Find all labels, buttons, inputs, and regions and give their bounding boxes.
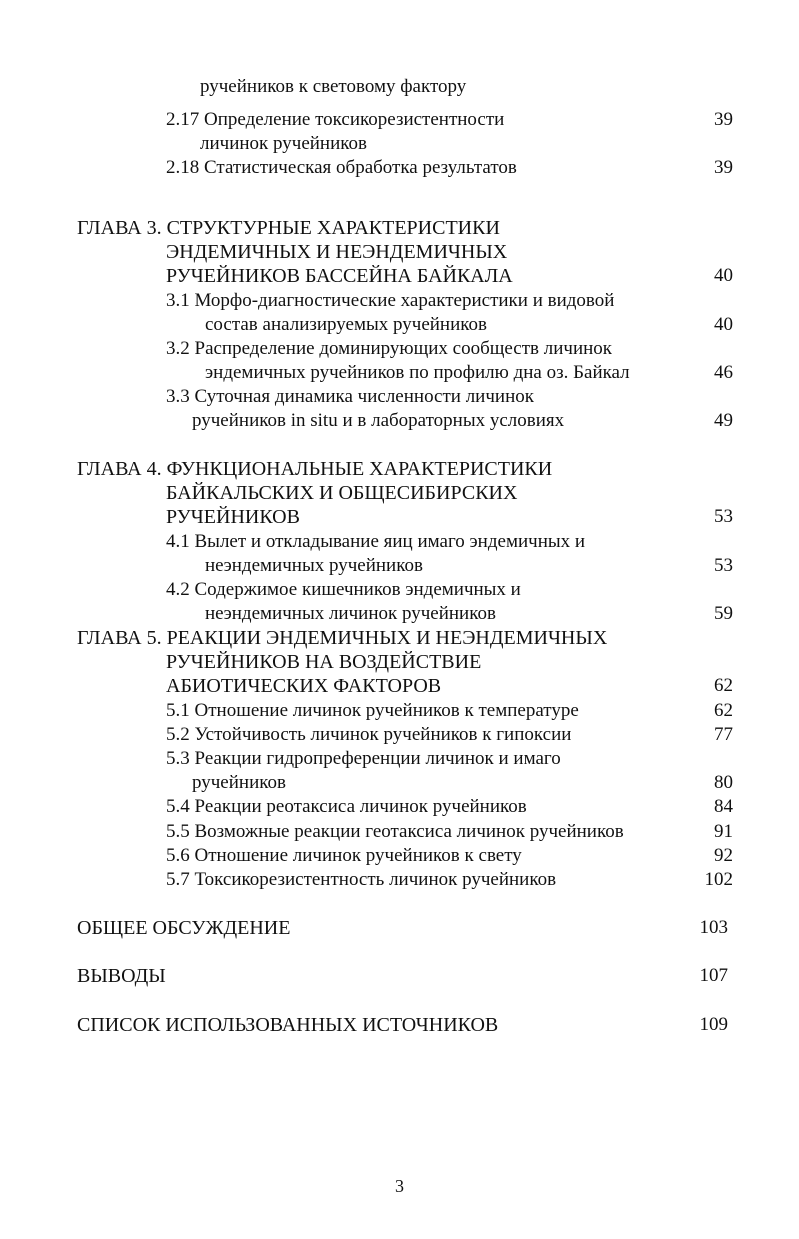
toc-page-5-2: 77 <box>714 724 733 745</box>
toc-page-5-6: 92 <box>714 845 733 866</box>
page-number: 3 <box>395 1176 404 1196</box>
toc-page-3-1: 40 <box>714 314 733 335</box>
chapter-4-title-line-2: БАЙКАЛЬСКИХ И ОБЩЕСИБИРСКИХ <box>166 482 518 504</box>
toc-entry-5-3-cont: ручейников <box>192 772 286 793</box>
toc-page-3-3: 49 <box>714 410 733 431</box>
toc-entry-5-3: 5.3 Реакции гидропреференции личинок и имаго <box>166 748 561 769</box>
toc-continuation: ручейников к световому фактору <box>200 76 467 97</box>
toc-entry-3-2: 3.2 Распределение доминирующих сообществ личинок <box>166 338 613 359</box>
chapter-5-title-line-3: АБИОТИЧЕСКИХ ФАКТОРОВ <box>166 675 442 697</box>
chapter-3-title-line-2: ЭНДЕМИЧНЫХ И НЕЭНДЕМИЧНЫХ <box>166 241 508 263</box>
toc-page-3-2: 46 <box>714 362 733 383</box>
toc-entry-2-18: 2.18 Статистическая обработка результатов <box>166 157 517 178</box>
toc-entry-discussion: ОБЩЕЕ ОБСУЖДЕНИЕ <box>77 917 291 939</box>
toc-entry-4-2: 4.2 Содержимое кишечников эндемичных и <box>166 579 521 600</box>
toc-entry-3-1: 3.1 Морфо-диагностические характеристики и видовой <box>166 290 615 311</box>
chapter-5-title-line-2: РУЧЕЙНИКОВ НА ВОЗДЕЙСТВИЕ <box>166 651 482 673</box>
toc-entry-5-5: 5.5 Возможные реакции геотаксиса личинок ручейников <box>166 821 624 842</box>
chapter-4-title-line-3: РУЧЕЙНИКОВ <box>166 506 300 528</box>
toc-entry-references: СПИСОК ИСПОЛЬЗОВАННЫХ ИСТОЧНИКОВ <box>77 1014 499 1036</box>
toc-entry-conclusions: ВЫВОДЫ <box>77 965 166 987</box>
toc-entry-2-17-cont: личинок ручейников <box>200 133 368 154</box>
toc-entry-2-17: 2.17 Определение токсикорезистентности <box>166 109 505 130</box>
toc-entry-3-3-cont: ручейников in situ и в лабораторных условиях <box>192 410 565 431</box>
toc-page-5-3: 80 <box>714 772 733 793</box>
toc-page-5-4: 84 <box>714 796 733 817</box>
chapter-4-page: 53 <box>714 506 733 527</box>
chapter-4-title-line-1: ГЛАВА 4. ФУНКЦИОНАЛЬНЫЕ ХАРАКТЕРИСТИКИ <box>77 458 553 480</box>
toc-entry-3-2-cont: эндемичных ручейников по профилю дна оз. Байкал <box>205 362 630 383</box>
toc-entry-4-1: 4.1 Вылет и откладывание яиц имаго эндемичных и <box>166 531 586 552</box>
toc-page-references: 109 <box>699 1014 728 1035</box>
toc-page-2-18: 39 <box>714 157 733 178</box>
toc-page-5-7: 102 <box>704 869 733 890</box>
toc-page-4-1: 53 <box>714 555 733 576</box>
toc-entry-3-3: 3.3 Суточная динамика численности личинок <box>166 386 534 407</box>
toc-entry-5-4: 5.4 Реакции реотаксиса личинок ручейников <box>166 796 527 817</box>
toc-entry-4-2-cont: неэндемичных личинок ручейников <box>205 603 496 624</box>
toc-page-conclusions: 107 <box>699 965 728 986</box>
toc-entry-3-1-cont: состав анализируемых ручейников <box>205 314 488 335</box>
chapter-3-title-line-3: РУЧЕЙНИКОВ БАССЕЙНА БАЙКАЛА <box>166 265 513 287</box>
toc-entry-5-2: 5.2 Устойчивость личинок ручейников к гипоксии <box>166 724 572 745</box>
toc-page-5-5: 91 <box>714 821 733 842</box>
chapter-5-title-line-1: ГЛАВА 5. РЕАКЦИИ ЭНДЕМИЧНЫХ И НЕЭНДЕМИЧНЫХ <box>77 627 608 649</box>
toc-entry-5-6: 5.6 Отношение личинок ручейников к свету <box>166 845 522 866</box>
chapter-5-page: 62 <box>714 675 733 696</box>
toc-entry-5-7: 5.7 Токсикорезистентность личинок ручейников <box>166 869 557 890</box>
chapter-3-page: 40 <box>714 265 733 286</box>
toc-entry-5-1: 5.1 Отношение личинок ручейников к температуре <box>166 700 579 721</box>
toc-page-2-17: 39 <box>714 109 733 130</box>
toc-page-5-1: 62 <box>714 700 733 721</box>
toc-page-4-2: 59 <box>714 603 733 624</box>
chapter-3-title-line-1: ГЛАВА 3. СТРУКТУРНЫЕ ХАРАКТЕРИСТИКИ <box>77 217 500 239</box>
toc-page-discussion: 103 <box>699 917 728 938</box>
toc-entry-4-1-cont: неэндемичных ручейников <box>205 555 423 576</box>
